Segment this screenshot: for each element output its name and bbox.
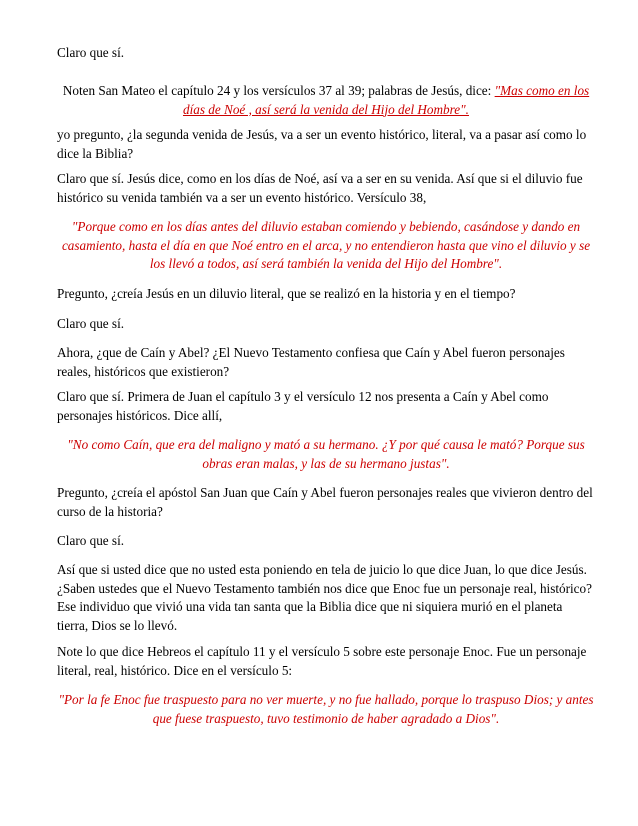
paragraph-2 bbox=[57, 82, 595, 119]
quote-matthew-24-38: "Porque como en los días antes del diluvio estaban comiendo y bebiendo, casándose y dando en casamiento, hasta el día en que Noé entro en el arca, y no entendieron hasta que vino el diluvio y se los llevó a todos, así será también la venida del Hijo del Hombre". bbox=[61, 219, 591, 271]
paragraph-2-text: Noten San Mateo el capítulo 24 y los versículos 37 al 39; palabras de Jesús, dice: bbox=[62, 83, 495, 98]
paragraph-1: Claro que sí. bbox=[57, 45, 125, 60]
paragraph-12: Claro que sí. bbox=[57, 533, 125, 548]
paragraph-9: Claro que sí. Primera de Juan el capítulo 3 y el versículo 12 nos presenta a Caín y Abel como personajes históricos. Dice allí, bbox=[57, 389, 549, 423]
paragraph-8: Ahora, ¿que de Caín y Abel? ¿El Nuevo Testamento confiesa que Caín y Abel fueron personajes reales, históricos que existieron? bbox=[57, 345, 565, 379]
quote-1-john-3-12: "No como Caín, que era del maligno y mató a su hermano. ¿Y por qué causa le mató? Porque sus obras eran malas, y las de su hermano justas". bbox=[67, 437, 585, 471]
paragraph-2-quote: "Mas como en los días de Noé , así será la venida del Hijo del Hombre". bbox=[183, 83, 590, 117]
quote-hebrews-11-5: "Por la fe Enoc fue traspuesto para no ver muerte, y no fue hallado, porque lo traspuso Dios; y antes que fuese traspuesto, tuvo testimonio de haber agradado a Dios". bbox=[58, 692, 594, 726]
paragraph-13: Así que si usted dice que no usted esta poniendo en tela de juicio lo que dice Juan, lo que dice Jesús. ¿Saben ustedes que el Nuevo Testamento también nos dice que Enoc fue un personaje real, histórico? Ese individuo que vivió una vida tan santa que la Biblia dice que ni siquiera murió en el planeta tierra, Dios se lo llevó. bbox=[57, 562, 592, 633]
paragraph-6: Pregunto, ¿creía Jesús en un diluvio literal, que se realizó en la historia y en el tiempo? bbox=[57, 286, 516, 301]
paragraph-7: Claro que sí. bbox=[57, 316, 125, 331]
paragraph-14: Note lo que dice Hebreos el capítulo 11 y el versículo 5 sobre este personaje Enoc. Fue un personaje literal, real, histórico. Dice en el versículo 5: bbox=[57, 644, 587, 678]
paragraph-3: yo pregunto, ¿la segunda venida de Jesús, va a ser un evento histórico, literal, va a pasar así como lo dice la Biblia? bbox=[57, 127, 587, 161]
paragraph-11: Pregunto, ¿creía el apóstol San Juan que Caín y Abel fueron personajes reales que vivieron dentro del curso de la historia? bbox=[57, 485, 593, 519]
paragraph-4: Claro que sí. Jesús dice, como en los días de Noé, así va a ser en su venida. Así que si el diluvio fue histórico su venida también va a ser un evento histórico. Versículo 38, bbox=[57, 171, 583, 205]
